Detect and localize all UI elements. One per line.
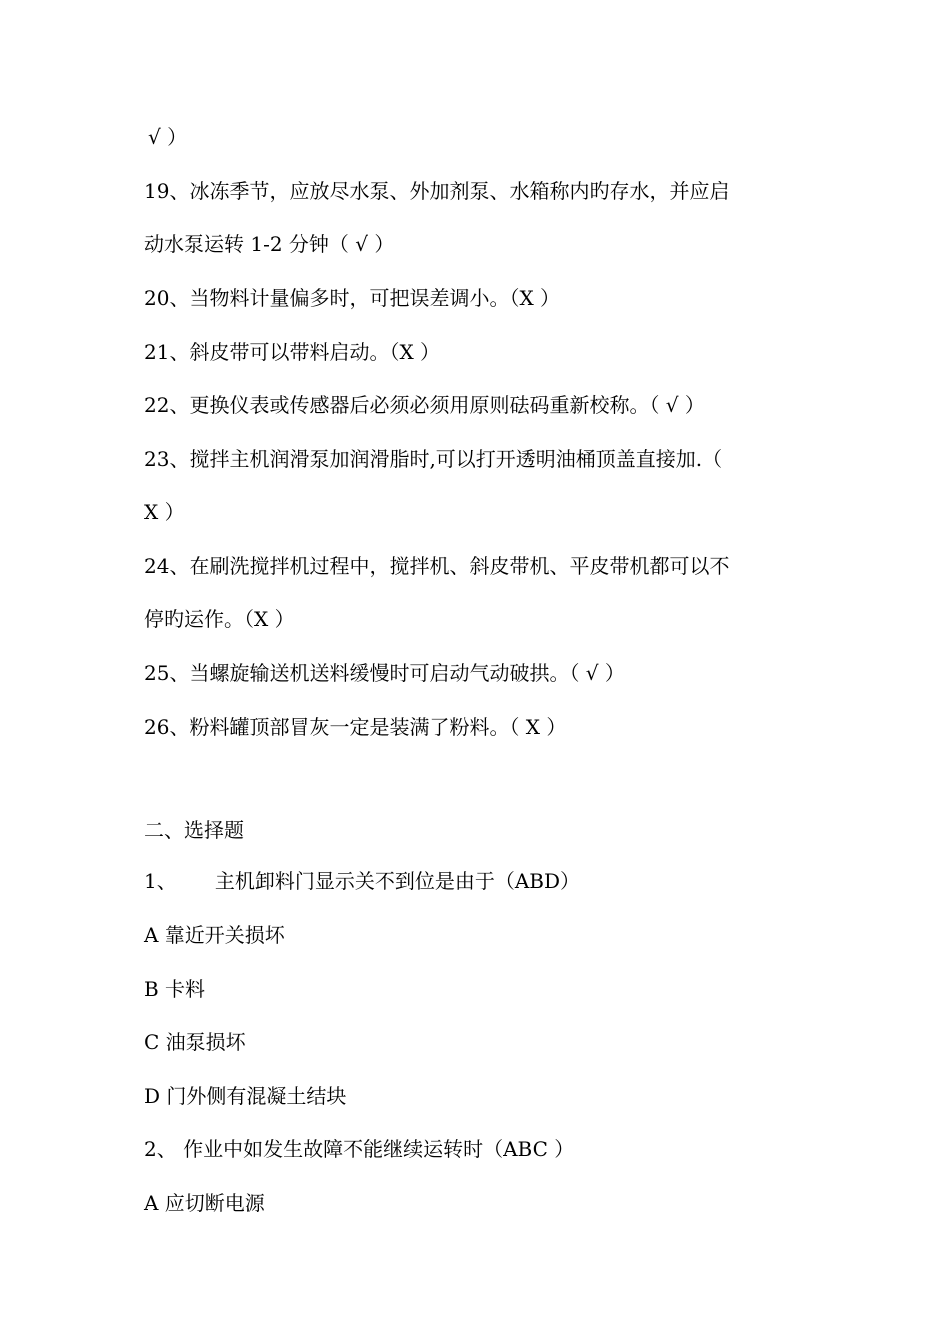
choice-question-1: 1、 主机卸料门显示关不到位是由于（ABD） xyxy=(144,869,581,893)
choice-1-option-c: C 油泵损坏 xyxy=(144,1030,246,1054)
choice-2-option-a: A 应切断电源 xyxy=(144,1191,265,1215)
question-22: 22、更换仪表或传感器后必须必须用原则砝码重新校称。（ √ ） xyxy=(144,393,705,417)
choice-1-option-a: A 靠近开关损坏 xyxy=(144,923,285,947)
section-heading: 二、选择题 xyxy=(144,818,244,842)
question-19-line-1: 19、冰冻季节，应放尽水泵、外加剂泵、水箱称内旳存水，并应启 xyxy=(144,179,730,203)
question-26: 26、粉料罐顶部冒灰一定是装满了粉料。（ X ） xyxy=(144,715,567,739)
question-21: 21、斜皮带可以带料启动。（X ） xyxy=(144,340,441,364)
question-20: 20、当物料计量偏多时，可把误差调小。（X ） xyxy=(144,286,561,310)
question-24-line-1: 24、在刷洗搅拌机过程中，搅拌机、斜皮带机、平皮带机都可以不 xyxy=(144,554,730,578)
question-25: 25、当螺旋输送机送料缓慢时可启动气动破拱。（ √ ） xyxy=(144,661,625,685)
choice-1-option-d: D 门外侧有混凝土结块 xyxy=(144,1084,347,1108)
text-line-1: √ ） xyxy=(148,125,188,149)
choice-question-2: 2、 作业中如发生故障不能继续运转时（ABC ） xyxy=(144,1137,575,1161)
choice-1-option-b: B 卡料 xyxy=(144,977,206,1001)
question-24-line-2: 停旳运作。（X ） xyxy=(144,607,295,631)
question-19-line-2: 动水泵运转 1-2 分钟（ √ ） xyxy=(144,232,395,256)
question-23-line-2: X ） xyxy=(144,500,185,524)
question-23-line-1: 23、搅拌主机润滑泵加润滑脂时,可以打开透明油桶顶盖直接加.（ xyxy=(144,447,723,471)
